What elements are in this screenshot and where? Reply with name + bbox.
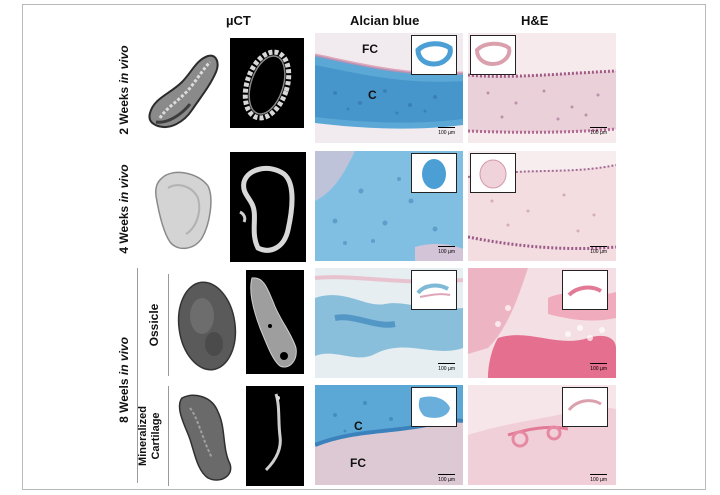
label-fc-mineralized: FC <box>350 456 366 470</box>
he-inset-2w <box>470 35 516 75</box>
uct-3d-render-ossicle <box>172 276 242 376</box>
alcian-inset-2w <box>411 35 457 75</box>
label-fc-2w: FC <box>362 42 378 56</box>
he-inset-4w <box>470 153 516 193</box>
scale-bar-he-ossicle: 100 µm <box>590 366 607 372</box>
row-label-8-weeks: 8 Weels in vivo <box>117 337 131 423</box>
alcian-inset-ossicle <box>411 270 457 310</box>
header-uct: µCT <box>226 13 251 28</box>
row-label-4-weeks: 4 Weeks in vivo <box>117 164 131 254</box>
subrow-bracket-ossicle <box>168 274 169 376</box>
header-alcian-blue: Alcian blue <box>350 13 420 28</box>
scale-bar-alcian-mineralized: 100 µm <box>438 477 455 483</box>
subrow-bracket-mineralized <box>168 386 169 486</box>
scale-bar-alcian-ossicle: 100 µm <box>438 366 455 372</box>
subrow-label-ossicle: Ossicle <box>147 303 161 347</box>
alcian-inset-4w <box>411 153 457 193</box>
uct-3d-render-2w <box>140 38 225 138</box>
subrow-label-mineralized-cartilage: Mineralized Cartilage <box>137 406 162 466</box>
uct-3d-render-mineralized <box>172 388 244 488</box>
label-c-2w: C <box>368 88 377 102</box>
he-inset-mineralized <box>562 387 608 427</box>
scale-bar-he-mineralized: 100 µm <box>590 477 607 483</box>
uct-2d-section-4w <box>230 152 306 262</box>
he-inset-ossicle <box>562 270 608 310</box>
scale-bar-alcian-2w: 100 µm <box>438 130 455 136</box>
row-label-2-weeks: 2 Weeks in vivo <box>117 45 131 135</box>
alcian-inset-mineralized <box>411 387 457 427</box>
header-he: H&E <box>521 13 549 28</box>
uct-2d-section-ossicle <box>246 270 304 374</box>
label-c-mineralized: C <box>354 419 363 433</box>
scale-bar-he-2w: 100 µm <box>590 130 607 136</box>
scale-bar-he-4w: 100 µm <box>590 249 607 255</box>
uct-3d-render-4w <box>148 158 220 258</box>
scale-bar-alcian-4w: 100 µm <box>438 249 455 255</box>
uct-2d-section-mineralized <box>246 386 304 486</box>
uct-2d-section-2w <box>230 38 304 128</box>
